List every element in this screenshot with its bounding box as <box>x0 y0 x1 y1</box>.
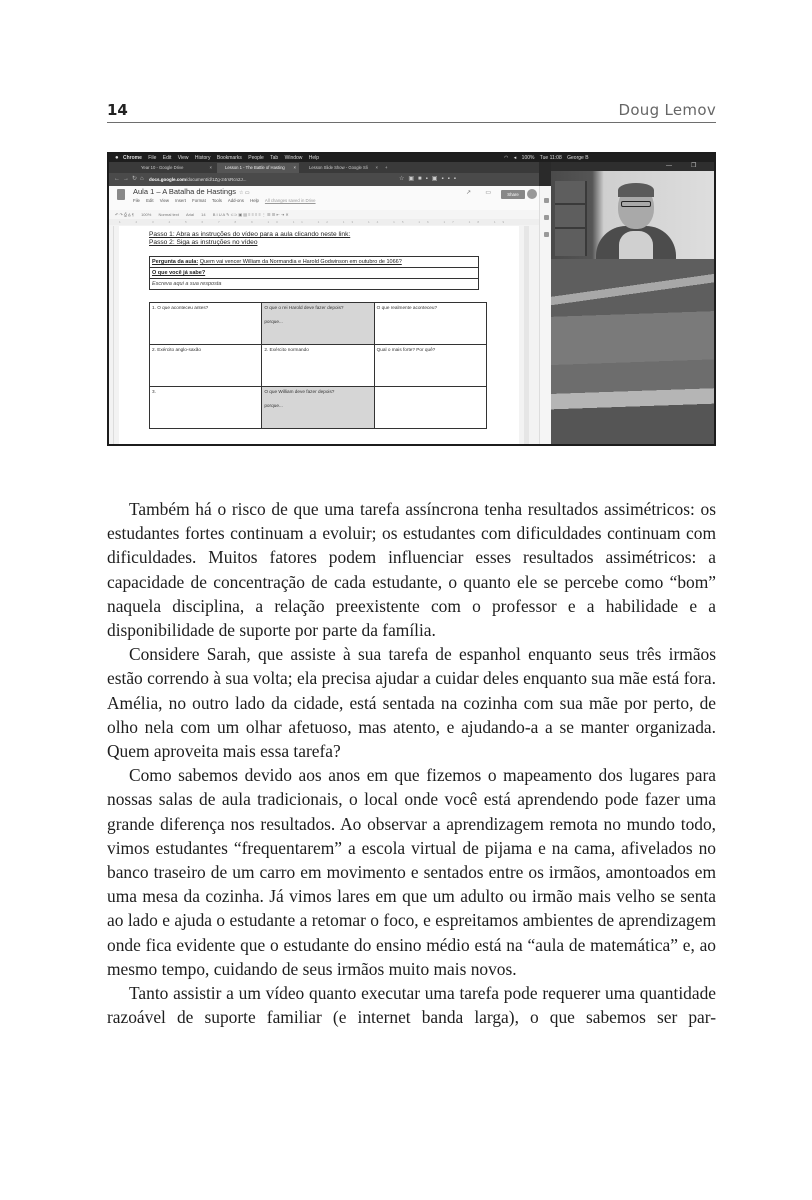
user-name: George B <box>567 155 589 161</box>
activity-icon: ↗ <box>465 190 471 196</box>
tapestry-image <box>551 259 716 446</box>
font-size-select: 14 <box>201 212 206 217</box>
docs-menu: File Edit View Insert Format Tools Add-ons Help All changes saved in Drive <box>133 198 316 203</box>
zoom-select: 100% <box>141 212 152 217</box>
mac-menubar <box>109 154 714 162</box>
close-icon: × <box>293 165 296 170</box>
grid-cell: 2. Exército normando <box>262 345 374 387</box>
lesson-grid <box>149 302 487 429</box>
wifi-icon: ◠ <box>504 155 509 161</box>
table-row <box>150 345 487 387</box>
extension-icons: ☆▣■▪▣▪▪▪ <box>399 176 460 182</box>
docs-toolbar <box>109 210 539 219</box>
grid-cell: 2. Exército anglo-saxão <box>150 345 262 387</box>
step-1: Passo 1: Abra as instruções do vídeo para a aula clicando neste link: <box>149 231 351 238</box>
share-button: Share <box>501 190 525 199</box>
menubar-edit: Edit <box>162 155 172 161</box>
clock: Tue 11:08 <box>539 155 562 161</box>
grid-cell: O que William deve fazer depois? porque... <box>262 387 374 429</box>
tab-slide-show: Lesson Slide Show - Google Sli × <box>301 163 381 173</box>
address-bar <box>109 173 539 186</box>
paragraph: Como sabemos devido aos anos em que fizemos o mapeamento dos lugares para nossas salas de aula tradicionais, o local onde você está aprendendo pode fazer uma grande diferença nos resultados. Ao observar a aprendizagem remota no mundo todo, vimos estudantes “frequentarem” a escola virtual de pijama e na cama, afivelados no banco traseiro de um carro em movimento e sentados entre os irmãos, amontoados em uma mesa da cozinha. Já vimos lares em que um adulto ou irmão mais velho se senta ao lado e ajuda o estudante a retomar o foco, e espreitamos ambientes de aprendizagem onde fica evidente que o estudante do ensino médio está na “aula de matemática” e, ao mesmo tempo, cuidando de seus irmãos muito mais novos. <box>107 765 716 979</box>
minimize-icon: — <box>666 163 672 169</box>
save-status: All changes saved in Drive <box>264 198 316 203</box>
grid-cell: Qual o mais forte? Por quê? <box>374 345 486 387</box>
menubar-app: Chrome <box>123 155 142 161</box>
menubar-view: View <box>177 155 189 161</box>
lesson-screenshot-figure <box>107 152 716 446</box>
question-label: Pergunta da aula: <box>152 259 199 265</box>
font-select: Arial <box>186 212 195 217</box>
grid-cell: O que o rei Harold deve fazer depois? porque... <box>262 303 374 345</box>
grid-cell: O que realmente aconteceu? <box>374 303 486 345</box>
grid-cell <box>374 387 486 429</box>
vertical-ruler <box>109 226 114 446</box>
volume-icon: ◂ <box>513 155 517 161</box>
table-row <box>150 303 487 345</box>
format-icons: B I U A ✎ ⊂⊃ ▣ ▤ ≡ ≡ ≡ ≡ ⋮ ☰ ☰ ⇤ ⇥ ✕ <box>212 212 289 217</box>
google-docs-editor <box>109 186 539 446</box>
paragraph: Considere Sarah, que assiste à sua tarefa de espanhol enquanto seus três irmãos estão correndo à sua volta; ela precisa ajudar a cuidar deles enquanto sua mãe está fora. Amélia, no outro lado da cidade, está sentada na cozinha com sua mãe por perto, de olho nela com um olhar afetuoso, mas atento, e ajudando-a a se manter organizada. Quem aproveita mais essa tarefa? <box>107 644 716 762</box>
docs-header <box>109 186 539 210</box>
menubar-help: Help <box>308 155 320 161</box>
close-icon: × <box>375 165 378 170</box>
body-text <box>107 497 716 1029</box>
style-select: Normal text <box>158 212 179 217</box>
menubar-window: Window <box>284 155 303 161</box>
undo-redo-icons: ↶ ↷ ⎙ A̲ ¶ <box>115 212 134 217</box>
tasks-icon <box>544 232 549 237</box>
tab-strip <box>109 162 539 173</box>
docs-file-icon <box>117 189 125 200</box>
lesson-steps <box>149 231 350 247</box>
page-number: 14 <box>107 101 128 119</box>
known-label: O que você já sabe? <box>152 270 206 276</box>
comment-icon: ▭ <box>485 190 491 196</box>
avatar <box>527 189 537 199</box>
restore-icon: ❐ <box>691 163 697 169</box>
nav-arrows-icon: ←→↻⌂ <box>114 176 147 182</box>
answer-placeholder: Escreva aqui a sua resposta <box>152 281 222 287</box>
bookshelf <box>555 181 587 256</box>
running-header <box>107 100 716 123</box>
webcam-feed <box>551 171 716 259</box>
ruler: 1 2 3 4 5 6 7 8 9 10 11 12 13 14 15 16 17 18 19 <box>109 219 539 225</box>
menubar-tab: Tab <box>270 155 279 161</box>
url-field: docs.google.com/document/d/1Zg-24rsRcn2J... <box>149 177 247 182</box>
menubar-bookmarks: Bookmarks <box>216 155 242 161</box>
apple-icon: ● <box>115 155 119 161</box>
battery-level: 100% <box>521 155 535 161</box>
menubar-status <box>504 154 593 162</box>
author-name: Doug Lemov <box>618 101 716 119</box>
teacher-video <box>551 162 716 446</box>
browser-window <box>109 162 539 186</box>
close-icon: × <box>209 165 212 170</box>
paragraph: Também há o risco de que uma tarefa assíncrona tenha resultados assimétricos: os estudantes fortes continuam a evoluir; os estudantes com dificuldades continuam com dificuldades. Muitos fatores podem influenciar esses resultados assimétricos: a capacidade de concentração de cada estudante, o quanto ele se percebe como “bom” naquela disciplina, a relação preexistente com o professor e a habilidade e a disponibilidade de suporte por parte da família. <box>107 499 716 641</box>
paragraph: Tanto assistir a um vídeo quanto executar uma tarefa pode requerer uma quantidade razoável de suporte familiar (e internet banda larga), o que sabemos ser par- <box>107 983 716 1028</box>
question-table <box>149 256 479 290</box>
doc-title: Aula 1 – A Batalha de Hastings ☆ ▭ <box>133 187 250 196</box>
step-2: Passo 2: Siga as instruções no vídeo <box>149 239 258 246</box>
star-icon: ☆ ▭ <box>239 190 250 196</box>
video-titlebar <box>551 162 716 171</box>
question-text: Quem vai vencer William da Normandia e Harold Godwinson em outubro de 1066? <box>199 259 402 265</box>
menubar-file: File <box>148 155 157 161</box>
menubar-people: People <box>248 155 264 161</box>
new-tab-icon: + <box>385 165 388 170</box>
grid-cell: 1. O que aconteceu antes? <box>150 303 262 345</box>
grid-cell: 3. <box>150 387 262 429</box>
calendar-icon <box>544 198 549 203</box>
keep-icon <box>544 215 549 220</box>
tab-lesson-1: Lesson 1 - The Battle of Hasting × <box>217 163 299 173</box>
tab-google-drive: Year 10 - Google Drive × <box>133 163 215 173</box>
doc-page <box>119 226 519 446</box>
menubar-history: History <box>194 155 211 161</box>
table-row <box>150 387 487 429</box>
doc-scrollbar <box>524 226 529 446</box>
